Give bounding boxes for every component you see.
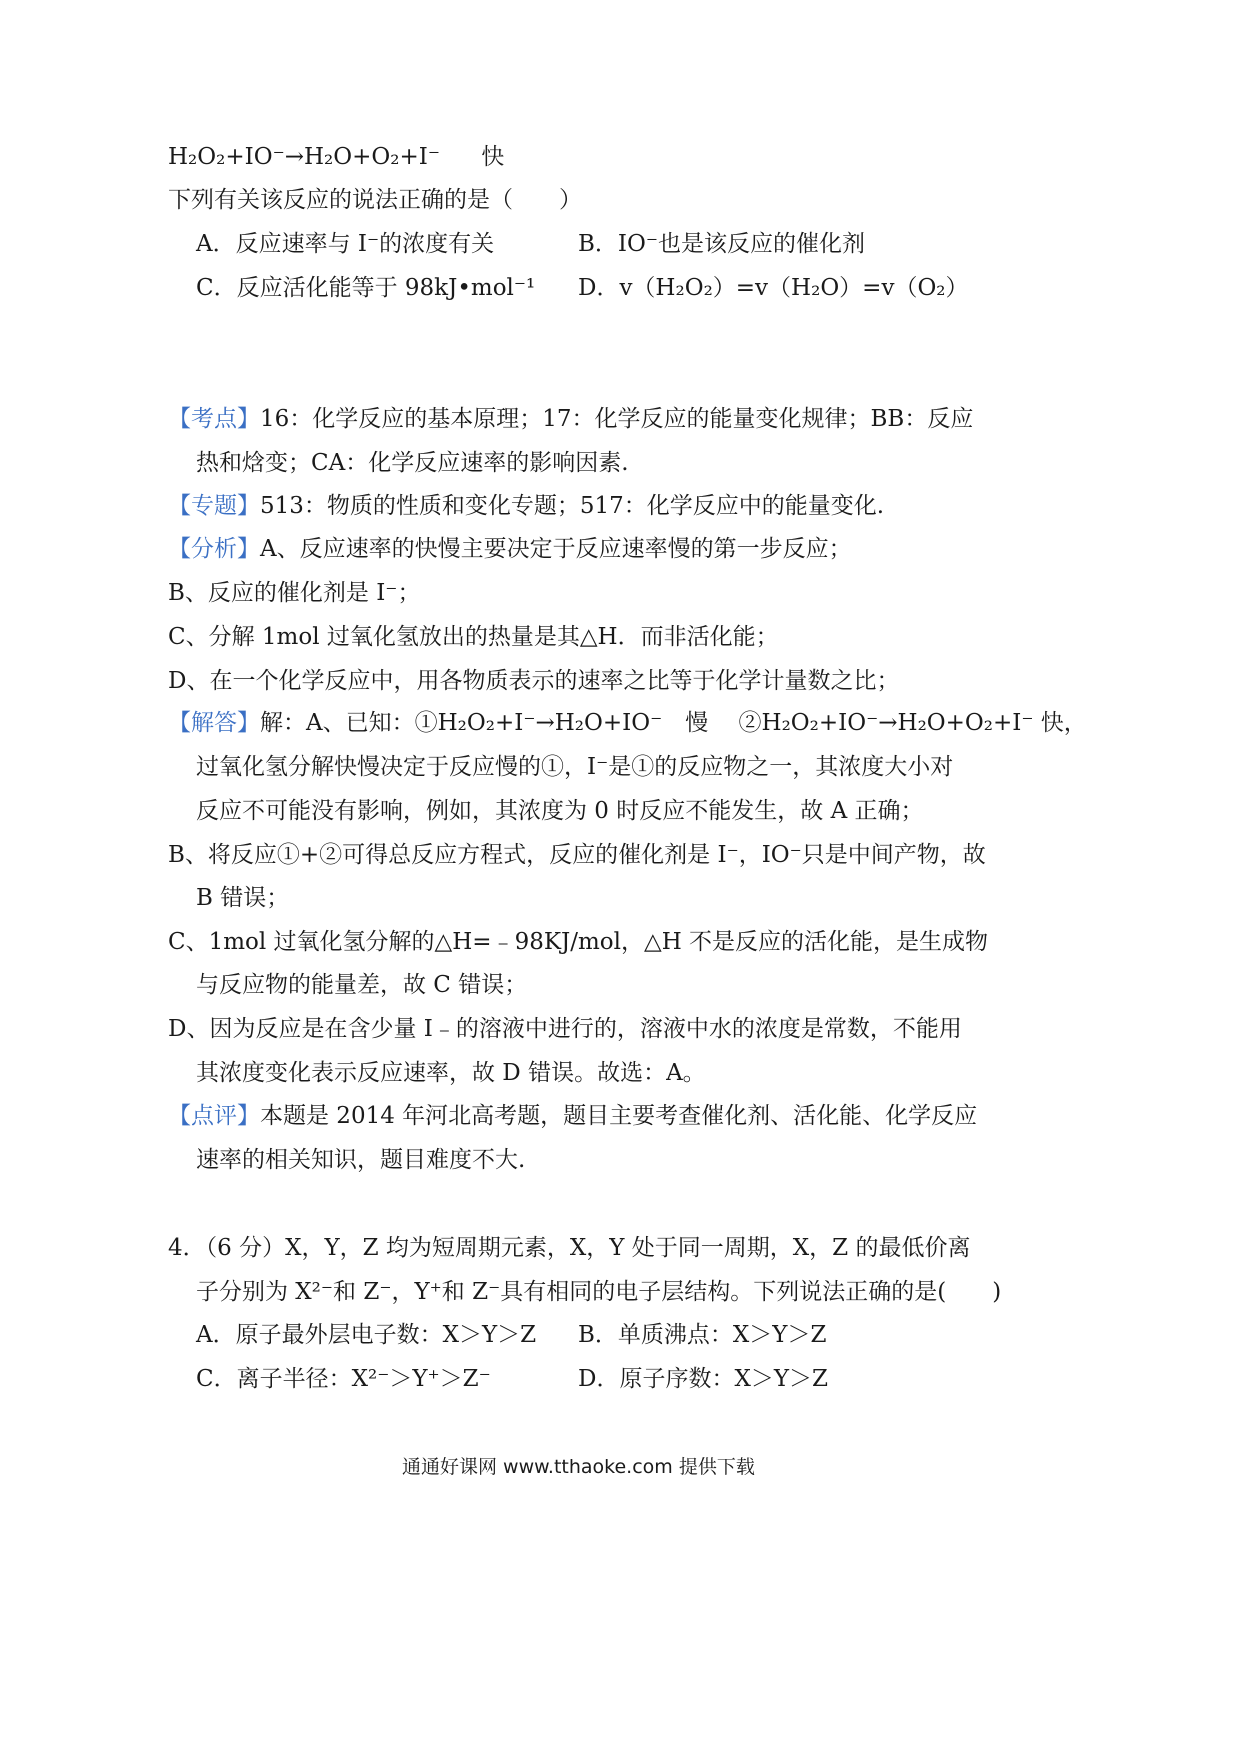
question-4-line-1: 4．（6 分）X，Y，Z 均为短周期元素，X，Y 处于同一周期，X，Z 的最低价离 bbox=[168, 1235, 971, 1261]
dianping-tag: 【点评】 bbox=[168, 1103, 260, 1129]
reaction-step-2 bbox=[168, 142, 504, 172]
jieda-line-4: B、将反应①+②可得总反应方程式，反应的催化剂是 I⁻，IO⁻只是中间产物，故 bbox=[168, 842, 986, 868]
fenxi-text-a: A、反应速率的快慢主要决定于反应速率慢的第一步反应； bbox=[260, 536, 852, 562]
jieda-line-6: C、1mol 过氧化氢分解的△H=﹣98KJ/mol，△H 不是反应的活化能，是生成物 bbox=[168, 929, 989, 955]
zhuanti-tag: 【专题】 bbox=[168, 493, 260, 519]
option-d: D．v（H₂O₂）=v（H₂O）=v（O₂） bbox=[578, 275, 969, 301]
fenxi-line-a bbox=[168, 534, 852, 564]
reaction-step-2-speed: 快 bbox=[481, 144, 505, 170]
question-stem: 下列有关该反应的说法正确的是（ ） bbox=[168, 187, 582, 213]
jieda-line-5: B 错误； bbox=[196, 885, 290, 911]
kaodian-line-2: 热和焓变；CA：化学反应速率的影响因素. bbox=[196, 450, 629, 476]
option-a: A．反应速率与 I⁻的浓度有关 bbox=[196, 231, 495, 257]
jieda-line-8: D、因为反应是在含少量 I﹣的溶液中进行的，溶液中水的浓度是常数，不能用 bbox=[168, 1016, 962, 1042]
fenxi-line-c: C、分解 1mol 过氧化氢放出的热量是其△H．而非活化能； bbox=[168, 624, 779, 650]
question-4-line-2: 子分别为 X²⁻和 Z⁻，Y⁺和 Z⁻具有相同的电子层结构。下列说法正确的是( ) bbox=[196, 1279, 1002, 1305]
fenxi-tag: 【分析】 bbox=[168, 536, 260, 562]
jieda-line-9: 其浓度变化表示反应速率，故 D 错误。故选：A。 bbox=[196, 1060, 706, 1086]
zhuanti-text: 513：物质的性质和变化专题；517：化学反应中的能量变化. bbox=[260, 493, 885, 519]
page-footer: 通通好课网 www.tthaoke.com 提供下载 bbox=[402, 1456, 755, 1478]
dianping-line-1 bbox=[168, 1101, 977, 1131]
option-b: B．IO⁻也是该反应的催化剂 bbox=[578, 231, 865, 257]
kaodian-line-1 bbox=[168, 404, 973, 434]
reaction-step-2-equation: H₂O₂+IO⁻→H₂O+O₂+I⁻ bbox=[168, 144, 440, 170]
fenxi-line-d: D、在一个化学反应中，用各物质表示的速率之比等于化学计量数之比； bbox=[168, 668, 900, 694]
option-c: C．反应活化能等于 98kJ•mol⁻¹ bbox=[196, 275, 536, 301]
jieda-tag: 【解答】 bbox=[168, 710, 260, 736]
q4-option-d: D．原子序数：X＞Y＞Z bbox=[578, 1366, 828, 1392]
jieda-line-3: 反应不可能没有影响，例如，其浓度为 0 时反应不能发生，故 A 正确； bbox=[196, 798, 924, 824]
jieda-line-7: 与反应物的能量差，故 C 错误； bbox=[196, 972, 528, 998]
q4-option-a: A．原子最外层电子数：X＞Y＞Z bbox=[196, 1322, 537, 1348]
kaodian-text-1: 16：化学反应的基本原理；17：化学反应的能量变化规律；BB：反应 bbox=[260, 406, 974, 432]
jieda-text-1: 解：A、已知：①H₂O₂+I⁻→H₂O+IO⁻ 慢 ②H₂O₂+IO⁻→H₂O+O₂+I⁻ 快， bbox=[260, 710, 1087, 736]
q4-option-c: C．离子半径：X²⁻＞Y⁺＞Z⁻ bbox=[196, 1366, 491, 1392]
fenxi-line-b: B、反应的催化剂是 I⁻； bbox=[168, 580, 421, 606]
dianping-text-1: 本题是 2014 年河北高考题，题目主要考查催化剂、活化能、化学反应 bbox=[260, 1103, 978, 1129]
dianping-line-2: 速率的相关知识，题目难度不大. bbox=[196, 1147, 526, 1173]
zhuanti-line bbox=[168, 491, 884, 521]
jieda-line-1 bbox=[168, 708, 1087, 738]
jieda-line-2: 过氧化氢分解快慢决定于反应慢的①，I⁻是①的反应物之一，其浓度大小对 bbox=[196, 754, 954, 780]
q4-option-b: B．单质沸点：X＞Y＞Z bbox=[578, 1322, 827, 1348]
kaodian-tag: 【考点】 bbox=[168, 406, 260, 432]
